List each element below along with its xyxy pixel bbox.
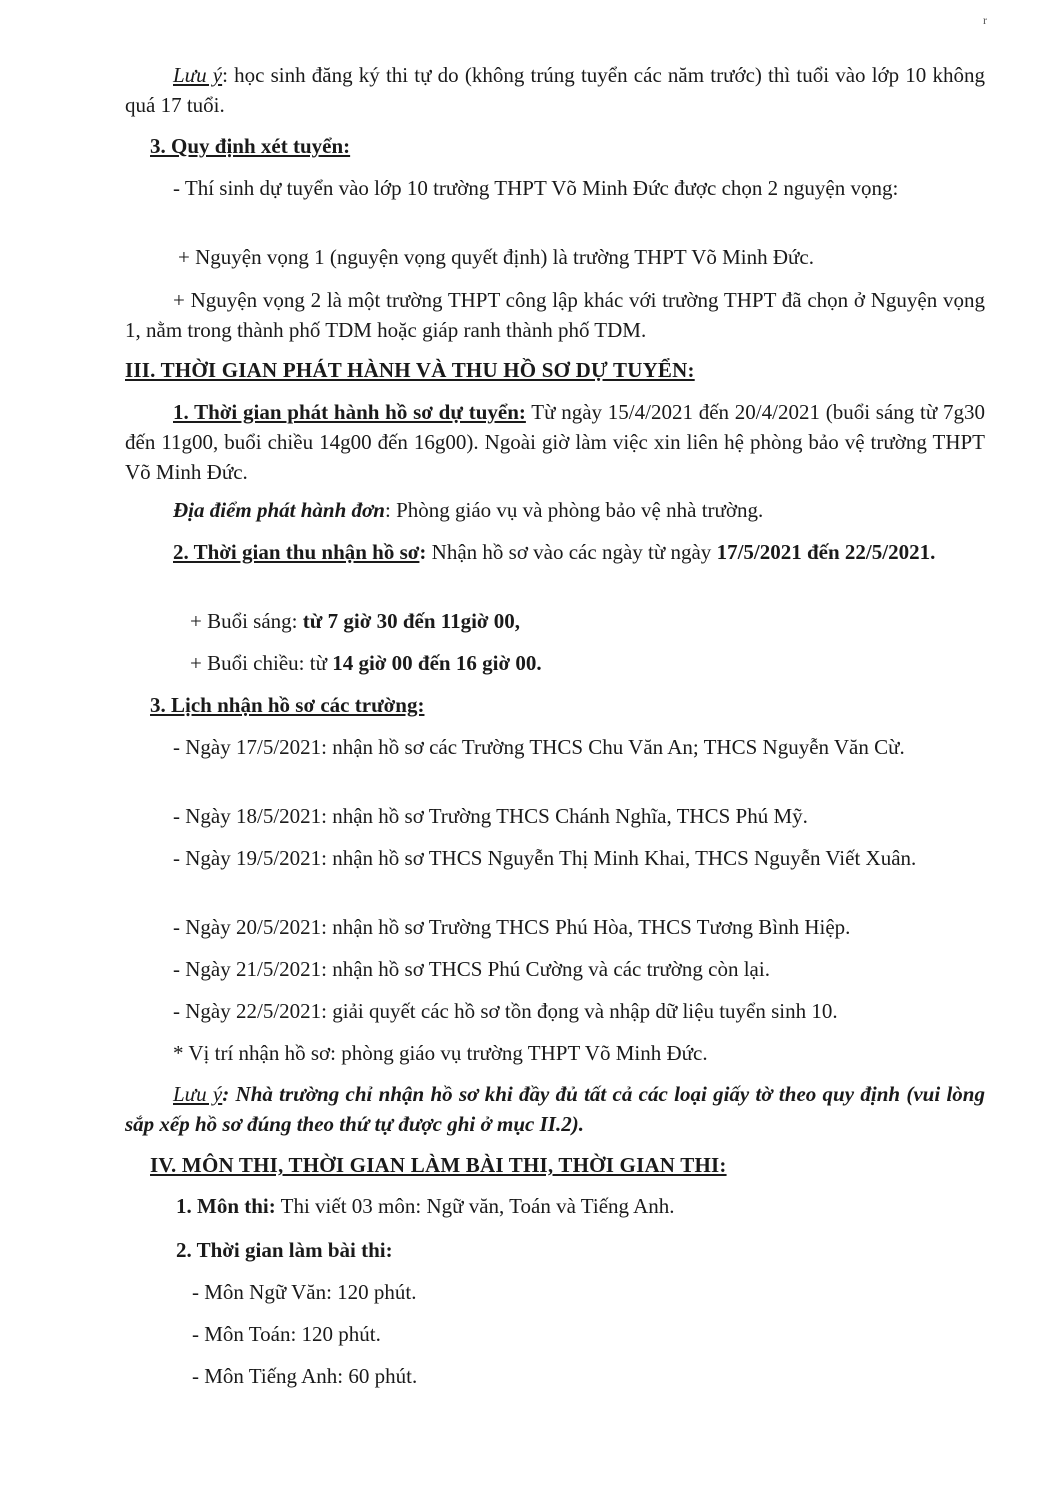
section-heading-iii: III. THỜI GIAN PHÁT HÀNH VÀ THU HỒ SƠ DỰ TUYỂN: [125,358,695,382]
release-time-text: Từ ngày 15/4/2021 đến 20/4/2021 (buổi sáng từ 7g30 đến 11g00, buổi chiều 14g00 đến 16g00). Ngoài giờ làm việc xin liên hệ phòng bảo vệ trường THPT Võ Minh Đức. [125,400,985,484]
note-label: Lưu ý [173,1082,223,1106]
exam-subjects-label: 1. Môn thi: [176,1194,276,1218]
exam-duration-item: - Môn Ngữ Văn: 120 phút. [192,1280,417,1304]
note-text: : học sinh đăng ký thi tự do (không trúng tuyển các năm trước) thì tuổi vào lớp 10 không quá 17 tuổi. [125,63,985,117]
schedule-item: - Ngày 21/5/2021: nhận hồ sơ THCS Phú Cường và các trường còn lại. [173,957,770,981]
schedule-item: - Ngày 20/5/2021: nhận hồ sơ Trường THCS Phú Hòa, THCS Tương Bình Hiệp. [173,915,851,939]
schedule-heading: 3. Lịch nhận hồ sơ các trường: [150,693,425,717]
exam-subjects [176,1191,675,1221]
exam-duration-heading: 2. Thời gian làm bài thi: [176,1238,393,1262]
receive-time-text: Nhận hồ sơ vào các ngày từ ngày [426,540,717,564]
exam-subjects-text: Thi viết 03 môn: Ngữ văn, Toán và Tiếng Anh. [275,1194,675,1218]
morning-session: + Buổi sáng: từ 7 giờ 30 đến 11giờ 00, [190,609,521,633]
nguyen-vong-2: + Nguyện vọng 2 là một trường THPT công lập khác với trường THPT đã chọn ở Nguyện vọng 1, nằm trong thành phố TDM hoặc giáp ranh thành phố TDM. [125,288,985,342]
margin-mark: r [983,13,987,27]
section-heading-iv: IV. MÔN THI, THỜI GIAN LÀM BÀI THI, THỜI GIAN THI: [150,1153,727,1177]
exam-duration-item: - Môn Toán: 120 phút. [192,1322,381,1346]
section-heading-quy-dinh: 3. Quy định xét tuyển: [150,134,351,158]
release-place-text: : Phòng giáo vụ và phòng bảo vệ nhà trường. [385,498,764,522]
receive-time-heading: 2. Thời gian thu nhận hồ sơ [173,540,420,564]
nguyen-vong-1: + Nguyện vọng 1 (nguyện vọng quyết định) là trường THPT Võ Minh Đức. [178,245,814,269]
release-time-heading: 1. Thời gian phát hành hồ sơ dự tuyển: [173,400,526,424]
receive-time-dates: 17/5/2021 đến 22/5/2021 [716,540,931,564]
note-age-limit [125,60,985,120]
release-place-paragraph [125,495,985,525]
exam-duration-item: - Môn Tiếng Anh: 60 phút. [192,1364,418,1388]
note-documents-text: : Nhà trường chỉ nhận hồ sơ khi đầy đủ tất cả các loại giấy tờ theo quy định (vui lòng sắp xếp hồ sơ đúng theo thứ tự được ghi ở mục II.2). [125,1082,985,1136]
release-place-label: Địa điểm phát hành đơn [173,498,385,522]
release-time-paragraph [125,397,985,487]
note-label: Lưu ý [173,63,223,87]
schedule-item: - Ngày 17/5/2021: nhận hồ sơ các Trường THCS Chu Văn An; THCS Nguyễn Văn Cừ. [173,735,905,759]
receive-location: * Vị trí nhận hồ sơ: phòng giáo vụ trường THPT Võ Minh Đức. [173,1041,708,1065]
note-documents [125,1079,985,1139]
afternoon-session: + Buổi chiều: từ 14 giờ 00 đến 16 giờ 00. [190,651,542,675]
schedule-item: - Ngày 19/5/2021: nhận hồ sơ THCS Nguyễn Thị Minh Khai, THCS Nguyễn Viết Xuân. [173,846,917,870]
receive-time-paragraph: 2. Thời gian thu nhận hồ sơ: Nhận hồ sơ vào các ngày từ ngày 17/5/2021 đến 22/5/2021. [173,540,936,564]
nguyen-vong-intro: - Thí sinh dự tuyển vào lớp 10 trường THPT Võ Minh Đức được chọn 2 nguyện vọng: [173,176,899,200]
schedule-item: - Ngày 18/5/2021: nhận hồ sơ Trường THCS Chánh Nghĩa, THCS Phú Mỹ. [173,804,808,828]
schedule-item: - Ngày 22/5/2021: giải quyết các hồ sơ tồn đọng và nhập dữ liệu tuyển sinh 10. [173,999,838,1023]
